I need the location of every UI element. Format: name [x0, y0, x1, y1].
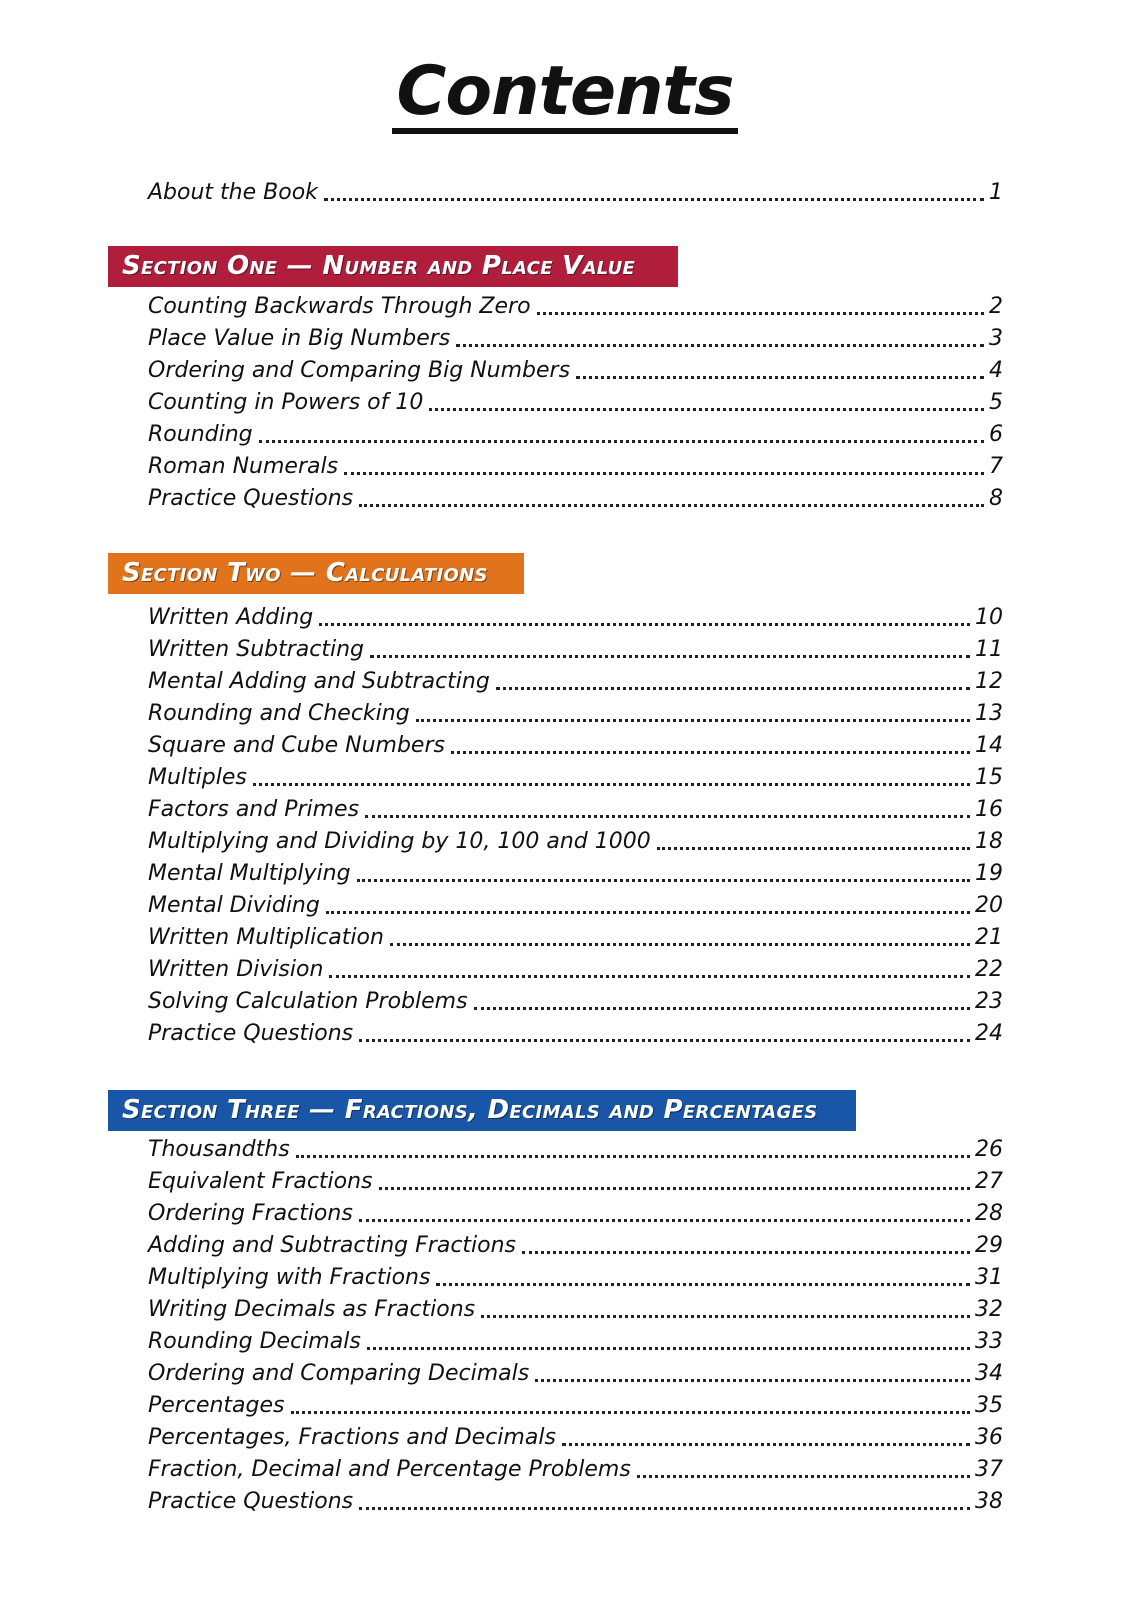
- dot-leader: [259, 440, 984, 443]
- toc-entry[interactable]: [148, 761, 1003, 791]
- toc-entry-label: Written Subtracting: [148, 637, 365, 662]
- dot-leader: [359, 1039, 970, 1042]
- toc-entry-label: Written Adding: [148, 605, 314, 630]
- toc-entry-page: 32: [975, 1297, 1003, 1322]
- toc-entry-page: 35: [975, 1393, 1003, 1418]
- section-heading: Section One — Number and Place Value: [122, 251, 636, 281]
- toc-entry-page: 36: [975, 1425, 1003, 1450]
- toc-entry-label: Multiplying and Dividing by 10, 100 and 1000: [148, 829, 651, 854]
- toc-entry-page: 21: [975, 925, 1003, 950]
- toc-entry[interactable]: [148, 729, 1003, 759]
- toc-entry-label: Thousandths: [148, 1137, 290, 1162]
- toc-entry-page: 4: [989, 358, 1003, 383]
- toc-entry[interactable]: [148, 450, 1003, 480]
- dot-leader: [562, 1443, 970, 1446]
- toc-entry-label: Solving Calculation Problems: [148, 989, 468, 1014]
- toc-entry[interactable]: [148, 1293, 1003, 1323]
- dot-leader: [379, 1187, 970, 1190]
- toc-entry-label: Mental Dividing: [148, 893, 320, 918]
- dot-leader: [496, 687, 970, 690]
- toc-entry-label: Practice Questions: [148, 1489, 354, 1514]
- toc-entry-page: 37: [975, 1457, 1003, 1482]
- toc-entry[interactable]: [148, 482, 1003, 512]
- toc-entry-page: 14: [975, 733, 1003, 758]
- toc-entry-page: 27: [975, 1169, 1003, 1194]
- dot-leader: [253, 783, 970, 786]
- toc-entry-label: Roman Numerals: [148, 454, 339, 479]
- dot-leader: [416, 719, 970, 722]
- dot-leader: [296, 1155, 970, 1158]
- toc-entry-page: 34: [975, 1361, 1003, 1386]
- dot-leader: [359, 504, 984, 507]
- toc-entry-label: Adding and Subtracting Fractions: [148, 1233, 517, 1258]
- toc-entry-label: Fraction, Decimal and Percentage Problems: [148, 1457, 631, 1482]
- dot-leader: [474, 1007, 970, 1010]
- toc-entry[interactable]: [148, 857, 1003, 887]
- dot-leader: [319, 623, 970, 626]
- toc-entry[interactable]: [148, 1133, 1003, 1163]
- toc-entry[interactable]: [148, 985, 1003, 1015]
- toc-entry[interactable]: [148, 1325, 1003, 1355]
- dot-leader: [329, 975, 970, 978]
- toc-entry-page: 13: [975, 701, 1003, 726]
- toc-entry-label: Counting in Powers of 10: [148, 390, 424, 415]
- toc-entry-page: 12: [975, 669, 1003, 694]
- dot-leader: [522, 1251, 970, 1254]
- section-three-banner: [108, 1090, 856, 1131]
- toc-entry-page: 20: [975, 893, 1003, 918]
- toc-entry[interactable]: [148, 354, 1003, 384]
- dot-leader: [451, 751, 970, 754]
- toc-entry-label: Written Multiplication: [148, 925, 384, 950]
- dot-leader: [657, 847, 970, 850]
- toc-entry-page: 8: [989, 486, 1003, 511]
- toc-entry[interactable]: [148, 633, 1003, 663]
- dot-leader: [344, 472, 984, 475]
- toc-entry[interactable]: [148, 1357, 1003, 1387]
- toc-entry-label: Ordering and Comparing Decimals: [148, 1361, 530, 1386]
- toc-entry[interactable]: [148, 1261, 1003, 1291]
- toc-entry-label: Ordering and Comparing Big Numbers: [148, 358, 571, 383]
- toc-entry[interactable]: [148, 1229, 1003, 1259]
- toc-entry-label: Rounding and Checking: [148, 701, 410, 726]
- toc-entry-page: 19: [975, 861, 1003, 886]
- section-heading: Section Two — Calculations: [122, 558, 488, 588]
- dot-leader: [357, 879, 970, 882]
- section-one-banner: [108, 246, 678, 287]
- toc-entry-label: Multiples: [148, 765, 247, 790]
- toc-entry-page: 26: [975, 1137, 1003, 1162]
- toc-entry-label: Equivalent Fractions: [148, 1169, 373, 1194]
- toc-entry[interactable]: [148, 825, 1003, 855]
- dot-leader: [535, 1379, 970, 1382]
- dot-leader: [367, 1347, 970, 1350]
- page-title: [0, 52, 1130, 134]
- dot-leader: [481, 1315, 970, 1318]
- dot-leader: [576, 376, 984, 379]
- toc-entry-label: Written Division: [148, 957, 324, 982]
- toc-entry-page: 38: [975, 1489, 1003, 1514]
- dot-leader: [390, 943, 970, 946]
- toc-entry-page: 29: [975, 1233, 1003, 1258]
- toc-entry-page: 31: [975, 1265, 1003, 1290]
- toc-entry-label: Ordering Fractions: [148, 1201, 353, 1226]
- toc-entry[interactable]: [148, 1197, 1003, 1227]
- toc-entry-label: Factors and Primes: [148, 797, 360, 822]
- dot-leader: [359, 1219, 970, 1222]
- toc-entry[interactable]: [148, 1017, 1003, 1047]
- toc-entry-label: Percentages: [148, 1393, 285, 1418]
- toc-entry-page: 23: [975, 989, 1003, 1014]
- toc-entry[interactable]: [148, 889, 1003, 919]
- toc-entry[interactable]: [148, 1485, 1003, 1515]
- toc-entry-label: Practice Questions: [148, 486, 354, 511]
- dot-leader: [436, 1283, 970, 1286]
- toc-entry-page: 3: [989, 326, 1003, 351]
- toc-entry-page: 24: [975, 1021, 1003, 1046]
- toc-entry-page: 16: [975, 797, 1003, 822]
- toc-entry-page: 5: [989, 390, 1003, 415]
- toc-entry[interactable]: [148, 953, 1003, 983]
- toc-entry[interactable]: [148, 601, 1003, 631]
- dot-leader: [637, 1475, 970, 1478]
- toc-entry-label: Multiplying with Fractions: [148, 1265, 431, 1290]
- toc-entry[interactable]: [148, 1453, 1003, 1483]
- section-two-banner: [108, 553, 524, 594]
- toc-entry-page: 22: [975, 957, 1003, 982]
- page-title-text: Contents: [392, 58, 737, 134]
- toc-entry-label: Square and Cube Numbers: [148, 733, 445, 758]
- toc-entry-label: Mental Adding and Subtracting: [148, 669, 490, 694]
- dot-leader: [456, 344, 984, 347]
- toc-entry[interactable]: [148, 1421, 1003, 1451]
- dot-leader: [324, 198, 984, 201]
- toc-entry-label: Rounding: [148, 422, 253, 447]
- toc-entry-page: 11: [975, 637, 1003, 662]
- toc-entry[interactable]: [148, 921, 1003, 951]
- toc-entry-page: 7: [989, 454, 1003, 479]
- toc-entry-page: 2: [989, 294, 1003, 319]
- toc-entry-page: 10: [975, 605, 1003, 630]
- dot-leader: [429, 408, 984, 411]
- dot-leader: [365, 815, 970, 818]
- toc-entry[interactable]: [148, 697, 1003, 727]
- toc-entry-page: 1: [989, 180, 1003, 205]
- dot-leader: [326, 911, 970, 914]
- toc-entry-page: 18: [975, 829, 1003, 854]
- toc-entry-label: Mental Multiplying: [148, 861, 351, 886]
- toc-entry[interactable]: [148, 1389, 1003, 1419]
- dot-leader: [537, 312, 984, 315]
- toc-entry-page: 28: [975, 1201, 1003, 1226]
- toc-entry[interactable]: [148, 793, 1003, 823]
- dot-leader: [370, 655, 970, 658]
- toc-entry[interactable]: [148, 290, 1003, 320]
- toc-entry-label: Place Value in Big Numbers: [148, 326, 451, 351]
- dot-leader: [291, 1411, 971, 1414]
- section-heading: Section Three — Fractions, Decimals and Percentages: [122, 1095, 818, 1125]
- toc-entry-label: Practice Questions: [148, 1021, 354, 1046]
- dot-leader: [359, 1507, 970, 1510]
- toc-entry[interactable]: [148, 322, 1003, 352]
- toc-entry[interactable]: [148, 418, 1003, 448]
- toc-entry-label: About the Book: [148, 180, 318, 205]
- toc-entry[interactable]: [148, 386, 1003, 416]
- toc-entry-page: 6: [989, 422, 1003, 447]
- toc-entry-label: Rounding Decimals: [148, 1329, 361, 1354]
- toc-entry-about[interactable]: [148, 176, 1003, 206]
- toc-entry-label: Percentages, Fractions and Decimals: [148, 1425, 556, 1450]
- toc-entry[interactable]: [148, 1165, 1003, 1195]
- toc-entry-page: 15: [975, 765, 1003, 790]
- toc-entry[interactable]: [148, 665, 1003, 695]
- toc-entry-label: Counting Backwards Through Zero: [148, 294, 531, 319]
- toc-entry-label: Writing Decimals as Fractions: [148, 1297, 476, 1322]
- toc-entry-page: 33: [975, 1329, 1003, 1354]
